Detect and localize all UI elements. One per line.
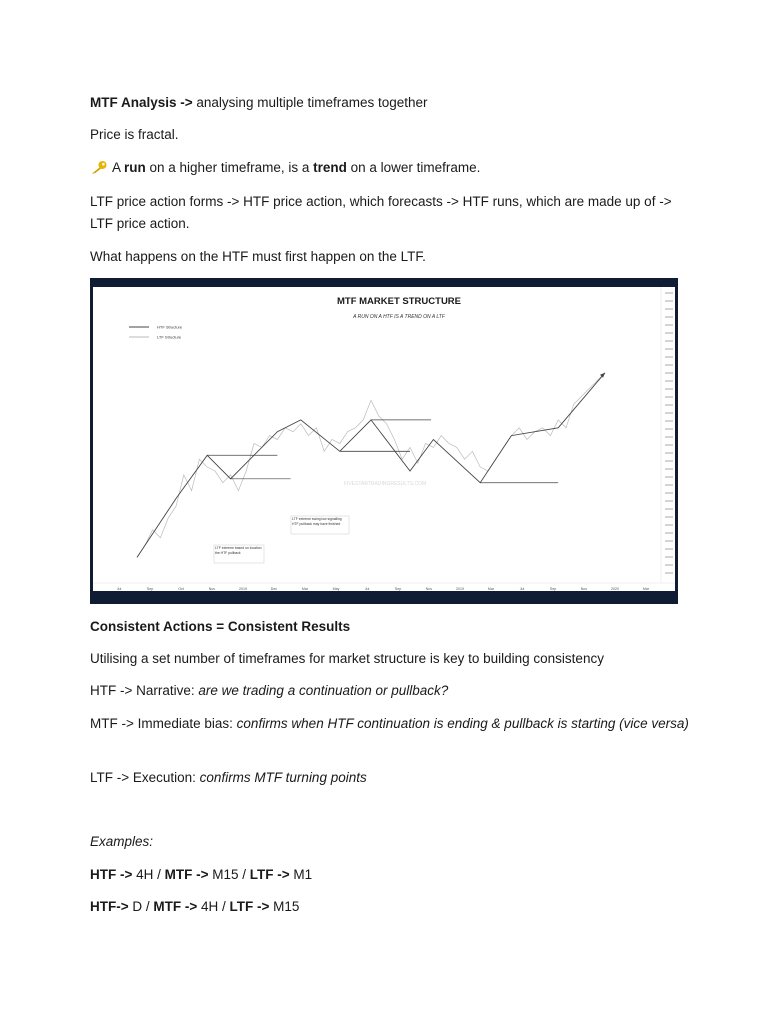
y-axis-tick [665, 332, 673, 334]
y-axis-tick [665, 396, 673, 398]
x-tick-label: Nov [580, 587, 588, 591]
y-axis-tick [665, 524, 673, 526]
chart-title: MTF MARKET STRUCTURE [336, 296, 462, 307]
heading-rest: analysing multiple timeframes together [192, 95, 428, 110]
y-axis-tick [665, 380, 673, 382]
run-end: on a lower timeframe. [346, 160, 481, 175]
y-axis-tick [665, 452, 673, 454]
y-axis-tick [665, 348, 673, 350]
annotation-text-2: LTF extreme based on location the HTF pullback [215, 546, 262, 555]
ex1-mtf: MTF -> [164, 867, 209, 882]
ex2-ltf-value: M15 [269, 899, 300, 914]
x-tick-label: Sep [146, 587, 154, 591]
ex1-htf: HTF -> [90, 867, 133, 882]
annotation-box-2 [214, 545, 264, 563]
run-bold: run [124, 160, 146, 175]
y-axis-tick [665, 356, 673, 358]
example-1-line [90, 864, 690, 886]
x-tick-label: Dec [270, 587, 278, 591]
y-axis-tick [665, 364, 673, 366]
trend-bold: trend [313, 160, 347, 175]
x-tick-label: May [332, 587, 340, 591]
consistent-bold: Consistent Actions = Consistent Results [90, 619, 351, 634]
y-axis-tick [665, 404, 673, 406]
x-tick-label: 2020 [611, 587, 619, 591]
mtf-chart [90, 278, 678, 604]
heading-bold: MTF Analysis -> [90, 95, 193, 110]
x-tick-label: Jul [364, 587, 370, 591]
x-tick-label: Sep [549, 587, 557, 591]
key-icon [90, 160, 108, 174]
series-ltf-line [137, 373, 605, 558]
y-axis-tick [665, 476, 673, 478]
x-tick-label: Sep [394, 587, 402, 591]
example-2-line [90, 896, 690, 918]
y-axis-tick [665, 492, 673, 494]
htf-narrative-label: HTF -> Narrative: [90, 683, 199, 698]
x-tick-label: Mar [642, 587, 650, 591]
y-axis-tick [665, 388, 673, 390]
x-tick-label: Nov [208, 587, 216, 591]
chart-plot-area [93, 287, 675, 591]
chart-subtitle: A RUN ON A HTF IS A TREND ON A LTF [353, 314, 445, 320]
utilising-text: Utilising a set number of timeframes for market structure is key to building consistency [90, 651, 604, 666]
y-axis-tick [665, 372, 673, 374]
ex1-ltf: LTF -> [249, 867, 290, 882]
chart-footer-bar [93, 591, 675, 604]
legend-htf-label: HTF Structure [157, 324, 183, 330]
x-tick-label: 2019 [239, 587, 247, 591]
run-trend-line [90, 157, 690, 179]
ltf-execution-line [90, 767, 690, 789]
x-tick-label: 2019 [456, 587, 464, 591]
mtf-bias-italic: confirms when HTF continuation is ending & pullback is starting (vice versa) [236, 716, 689, 731]
htf-narrative-italic: are we trading a continuation or pullback? [198, 683, 449, 698]
y-axis-tick [665, 564, 673, 566]
ltf-execution-label: LTF -> Execution: [90, 770, 200, 785]
y-axis-tick [665, 460, 673, 462]
ltf-execution-italic: confirms MTF turning points [199, 770, 367, 785]
y-axis-tick [665, 484, 673, 486]
ex2-htf-value: D / [128, 899, 154, 914]
examples-heading [90, 831, 690, 853]
heading-mtf-analysis [90, 92, 690, 114]
run-a: A [112, 160, 125, 175]
y-axis-tick [665, 548, 673, 550]
ex2-mtf: MTF -> [153, 899, 198, 914]
y-axis-tick [665, 508, 673, 510]
ex2-htf: HTF-> [90, 899, 129, 914]
ex1-ltf-value: M1 [289, 867, 313, 882]
ex2-ltf: LTF -> [229, 899, 270, 914]
examples-italic: Examples: [90, 834, 154, 849]
annotation-text-1: LTF extreme swing low signalling HTF pullback may have finished [292, 517, 342, 526]
ex2-mtf-value: 4H / [197, 899, 230, 914]
ex1-mtf-value: M15 / [208, 867, 250, 882]
y-axis-tick [665, 468, 673, 470]
x-tick-label: Nov [425, 587, 433, 591]
annotation-box-1 [291, 516, 349, 534]
ltf-price-action-text: LTF price action forms -> HTF price action, which forecasts -> HTF runs, which are made up of -> LTF price action. [90, 194, 672, 231]
y-axis-tick [665, 436, 673, 438]
chart-svg [93, 287, 675, 591]
y-axis-tick [665, 428, 673, 430]
x-tick-label: Mar [487, 587, 495, 591]
x-tick-label: Mar [301, 587, 309, 591]
y-axis-tick [665, 412, 673, 414]
y-axis-tick [665, 532, 673, 534]
y-axis-tick [665, 556, 673, 558]
htf-narrative-line [90, 680, 690, 702]
y-axis-tick [665, 324, 673, 326]
chart-top-bar [93, 278, 675, 287]
y-axis-tick [665, 340, 673, 342]
htf-happens-text: What happens on the HTF must first happen on the LTF. [90, 249, 426, 264]
x-tick-label: Jul [519, 587, 525, 591]
legend-ltf-label: LTF Structure [157, 334, 182, 340]
x-tick-label: Oct [178, 587, 184, 591]
chart-watermark: FIVESTARTRADINGRESULTS.COM [343, 481, 427, 487]
y-axis-tick [665, 572, 673, 574]
run-mid: on a higher timeframe, is a [145, 160, 314, 175]
y-axis-tick [665, 444, 673, 446]
price-fractal-text: Price is fractal. [90, 127, 179, 142]
y-axis-tick [665, 500, 673, 502]
y-axis-tick [665, 292, 673, 294]
y-axis-tick [665, 308, 673, 310]
x-tick-label: Jul [116, 587, 122, 591]
consistent-heading [90, 616, 690, 638]
y-axis-tick [665, 540, 673, 542]
y-axis-tick [665, 420, 673, 422]
ex1-htf-value: 4H / [132, 867, 165, 882]
y-axis-tick [665, 516, 673, 518]
y-axis-tick [665, 316, 673, 318]
mtf-bias-line [90, 713, 690, 735]
y-axis-tick [665, 300, 673, 302]
mtf-bias-label: MTF -> Immediate bias: [90, 716, 237, 731]
